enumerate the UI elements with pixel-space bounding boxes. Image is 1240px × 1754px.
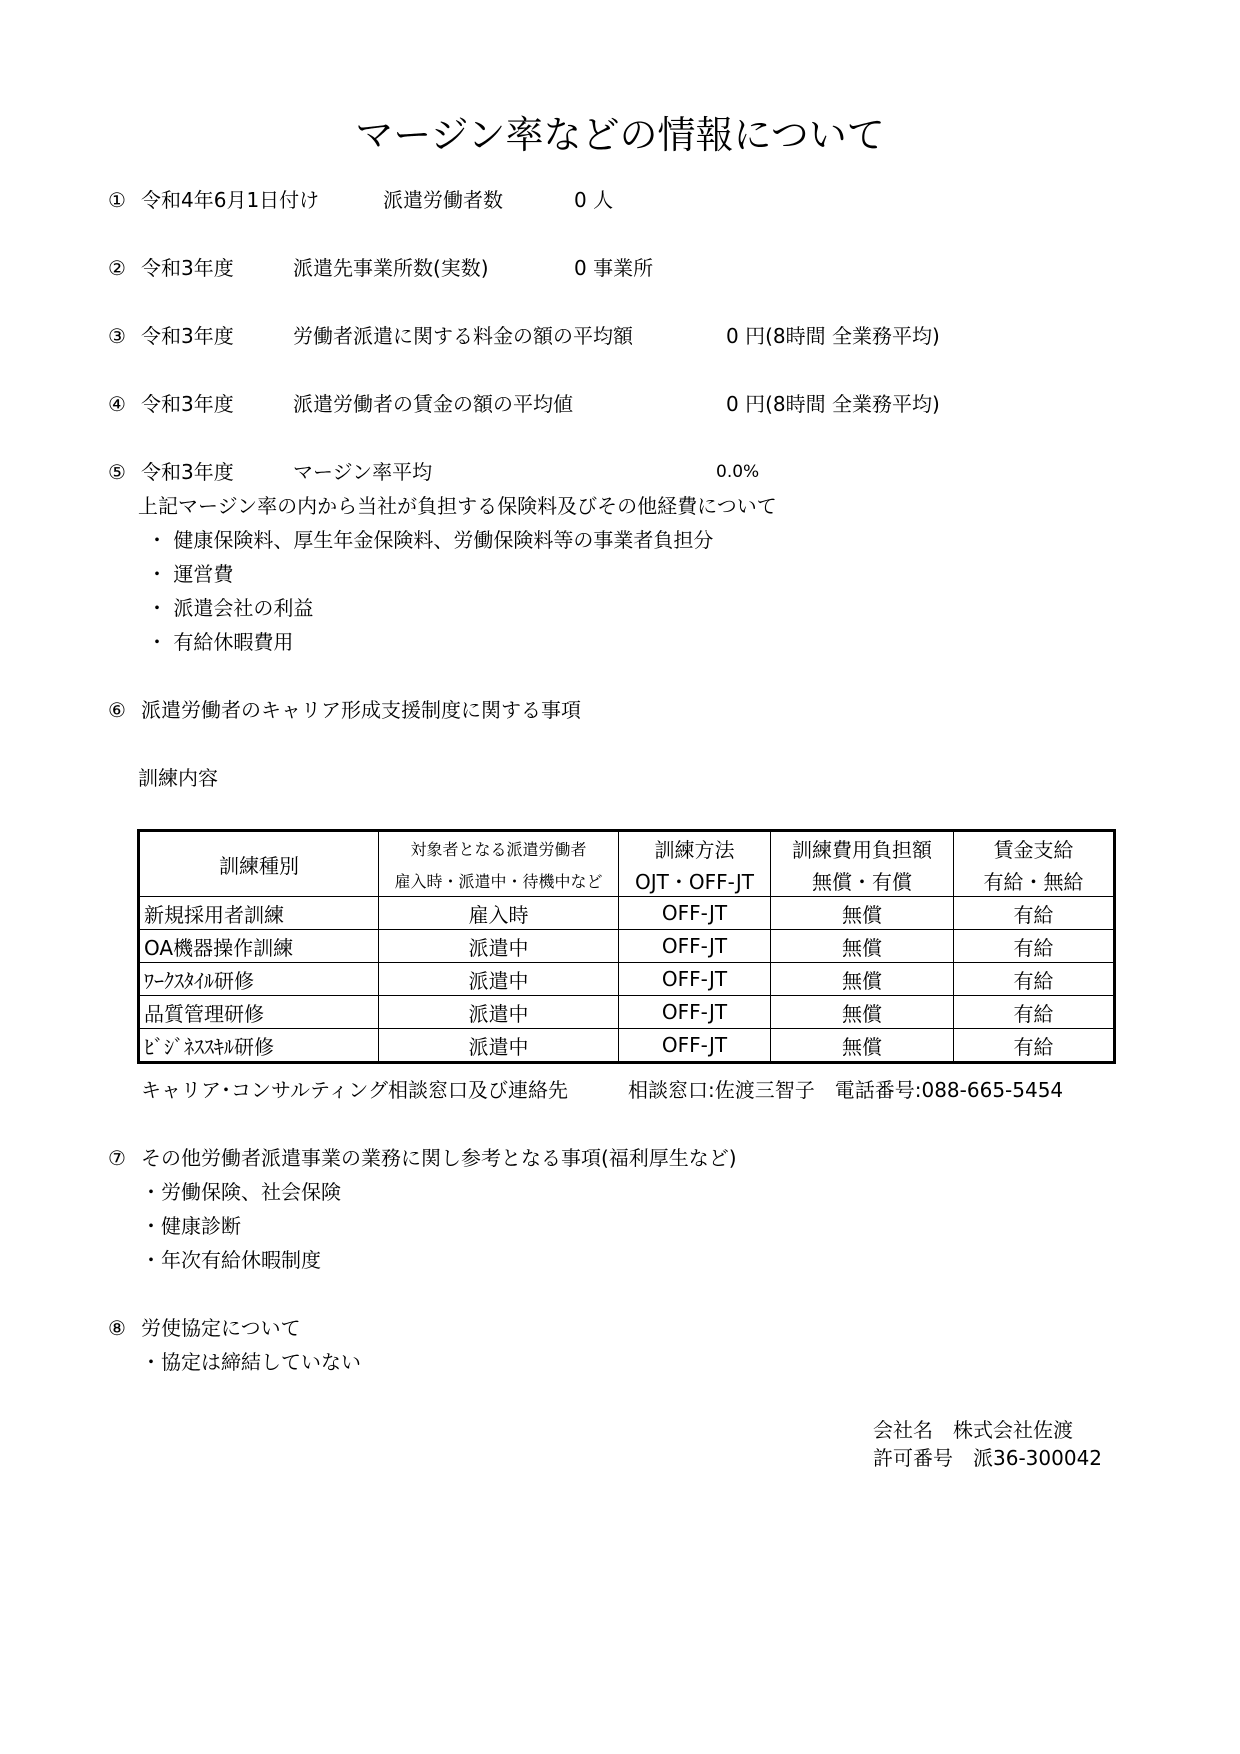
cell-method: OFF-JT <box>619 1029 771 1063</box>
section-8-heading: 労使協定について <box>141 1316 301 1340</box>
career-contact-info: 相談窓口:佐渡三智子 電話番号:088-665-5454 <box>628 1078 1064 1102</box>
section-7-item: ・労働保険、社会保険 <box>141 1180 341 1204</box>
table-row <box>139 963 1115 996</box>
header-target-options: 雇入時・派遣中・待機中など <box>379 864 619 897</box>
cell-target: 派遣中 <box>379 930 619 963</box>
section-6-number: ⑥ <box>108 698 126 722</box>
table-row <box>139 996 1115 1029</box>
margin-note-item: ・ 健康保険料、厚生年金保険料、労働保険料等の事業者負担分 <box>147 528 714 552</box>
item-1-date: 令和4年6月1日付け <box>141 188 320 212</box>
cell-cost: 無償 <box>771 1029 954 1063</box>
item-4-value: 0 円(8時間 全業務平均) <box>726 392 940 416</box>
cell-cost: 無償 <box>771 897 954 930</box>
header-wage-options: 有給・無給 <box>954 864 1115 897</box>
item-4-year: 令和3年度 <box>141 392 234 416</box>
item-3-label: 労働者派遣に関する料金の額の平均額 <box>293 324 633 348</box>
item-1-value: 0 人 <box>574 188 614 212</box>
cell-cost: 無償 <box>771 930 954 963</box>
section-7-item: ・健康診断 <box>141 1214 241 1238</box>
item-3-value: 0 円(8時間 全業務平均) <box>726 324 940 348</box>
cell-method: OFF-JT <box>619 963 771 996</box>
cell-method: OFF-JT <box>619 897 771 930</box>
cell-target: 派遣中 <box>379 1029 619 1063</box>
cell-cost: 無償 <box>771 963 954 996</box>
career-contact-label: キャリア･コンサルティング相談窓口及び連絡先 <box>141 1078 568 1102</box>
header-method-options: OJT・OFF-JT <box>619 864 771 897</box>
header-wage-payment: 賃金支給 <box>954 831 1115 865</box>
margin-note-item: ・ 派遣会社の利益 <box>147 596 314 620</box>
cell-cost: 無償 <box>771 996 954 1029</box>
item-5-label: マージン率平均 <box>293 460 433 484</box>
cell-training-type: ﾋﾞｼﾞﾈｽｽｷﾙ研修 <box>139 1029 379 1063</box>
item-3-year: 令和3年度 <box>141 324 234 348</box>
section-6-heading: 派遣労働者のキャリア形成支援制度に関する事項 <box>141 698 581 722</box>
table-header-row <box>139 831 1115 865</box>
item-3-number: ③ <box>108 324 126 348</box>
header-target-workers: 対象者となる派遣労働者 <box>379 831 619 865</box>
header-training-method: 訓練方法 <box>619 831 771 865</box>
cell-training-type: 品質管理研修 <box>139 996 379 1029</box>
margin-note-item: ・ 有給休暇費用 <box>147 630 294 654</box>
cell-training-type: 新規採用者訓練 <box>139 897 379 930</box>
cell-wage: 有給 <box>954 1029 1115 1063</box>
cell-target: 派遣中 <box>379 996 619 1029</box>
company-name: 会社名 株式会社佐渡 <box>873 1418 1073 1442</box>
table-row <box>139 1029 1115 1063</box>
cell-target: 雇入時 <box>379 897 619 930</box>
item-5-value: 0.0% <box>716 462 760 482</box>
item-5-number: ⑤ <box>108 460 126 484</box>
section-7-number: ⑦ <box>108 1146 126 1170</box>
item-2-label: 派遣先事業所数(実数) <box>293 256 489 280</box>
item-2-year: 令和3年度 <box>141 256 234 280</box>
table-row <box>139 930 1115 963</box>
header-training-type: 訓練種別 <box>139 831 379 897</box>
section-8-item: ・協定は締結していない <box>141 1350 361 1374</box>
cell-wage: 有給 <box>954 897 1115 930</box>
training-table <box>137 829 1116 1064</box>
margin-note-item: ・ 運営費 <box>147 562 234 586</box>
license-number: 許可番号 派36-300042 <box>873 1446 1103 1470</box>
section-8-number: ⑧ <box>108 1316 126 1340</box>
margin-note-heading: 上記マージン率の内から当社が負担する保険料及びその他経費について <box>138 494 777 518</box>
cell-wage: 有給 <box>954 930 1115 963</box>
section-7-heading: その他労働者派遣事業の業務に関し参考となる事項(福利厚生など) <box>141 1146 737 1170</box>
header-training-cost: 訓練費用負担額 <box>771 831 954 865</box>
item-2-number: ② <box>108 256 126 280</box>
item-4-number: ④ <box>108 392 126 416</box>
header-cost-options: 無償・有償 <box>771 864 954 897</box>
section-7-item: ・年次有給休暇制度 <box>141 1248 321 1272</box>
cell-training-type: OA機器操作訓練 <box>139 930 379 963</box>
page-title: マージン率などの情報について <box>355 113 885 157</box>
item-2-value: 0 事業所 <box>574 256 654 280</box>
cell-wage: 有給 <box>954 996 1115 1029</box>
item-1-label: 派遣労働者数 <box>383 188 503 212</box>
item-5-year: 令和3年度 <box>141 460 234 484</box>
item-4-label: 派遣労働者の賃金の額の平均値 <box>293 392 573 416</box>
training-subheading: 訓練内容 <box>138 766 218 790</box>
table-row <box>139 897 1115 930</box>
cell-target: 派遣中 <box>379 963 619 996</box>
cell-method: OFF-JT <box>619 996 771 1029</box>
cell-wage: 有給 <box>954 963 1115 996</box>
item-1-number: ① <box>108 188 126 212</box>
cell-method: OFF-JT <box>619 930 771 963</box>
cell-training-type: ﾜｰｸｽﾀｲﾙ研修 <box>139 963 379 996</box>
